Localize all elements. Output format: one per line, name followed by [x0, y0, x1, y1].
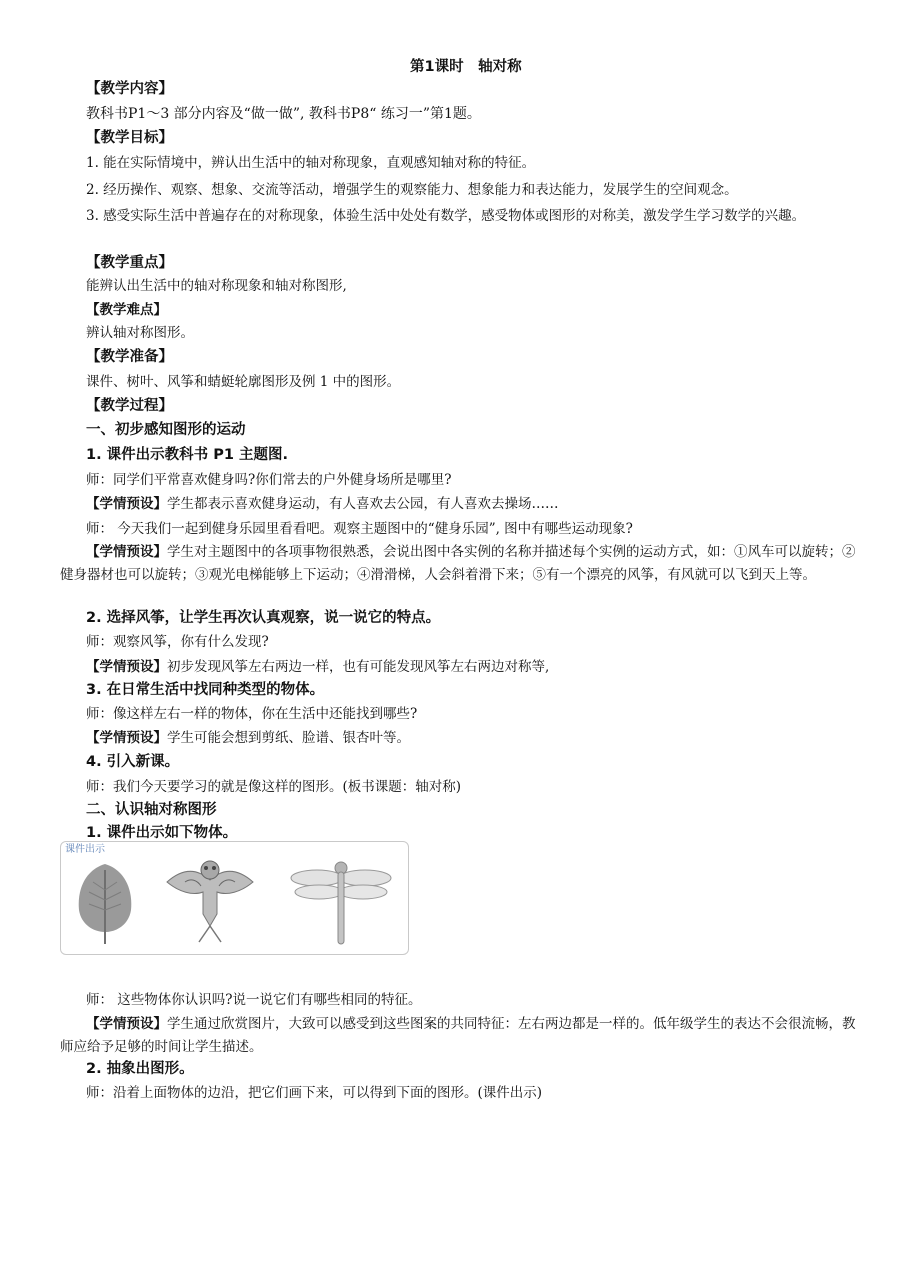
- p1-teacher-line: 师：同学们平常喜欢健身吗?你们常去的户外健身场所是哪里?: [86, 472, 452, 488]
- q1-heading: 1. 课件出示如下物体。: [86, 825, 238, 841]
- figure-panel: [60, 841, 409, 955]
- content-text: 教科书P1～3 部分内容及“做一做”, 教科书P8“ 练习一”第1题。: [86, 106, 481, 122]
- p1-item: 1. 课件出示教科书 P1 主题图.: [86, 447, 288, 463]
- page-title: 第1课时 轴对称: [410, 59, 522, 75]
- preset-label: 【学情预设】: [86, 730, 167, 746]
- preset-text: 学生通过欣赏图片，大致可以感受到这些图案的共同特征：左右两边都是一样的。低年级学生的表达不会很流畅，教师应给予足够的时间让学生描述。: [60, 1016, 856, 1055]
- goal-1: 1. 能在实际情境中，辨认出生活中的轴对称现象，直观感知轴对称的特征。: [86, 155, 536, 171]
- p1-preset: [86, 495, 559, 513]
- part1-heading: 一、初步感知图形的运动: [86, 422, 246, 438]
- prep-heading: 【教学准备】: [86, 349, 173, 365]
- kite-icon: [165, 852, 255, 948]
- q2-teacher-line: 师：沿着上面物体的边沿，把它们画下来，可以得到下面的图形。(课件出示): [86, 1085, 543, 1101]
- p2-teacher-line: 师：观察风筝，你有什么发现?: [86, 634, 269, 650]
- preset-label: 【学情预设】: [86, 544, 167, 560]
- figure-label: 课件出示: [65, 844, 105, 855]
- part2-heading: 二、认识轴对称图形: [86, 802, 217, 818]
- preset-label: 【学情预设】: [86, 1016, 167, 1032]
- p2-heading: 2. 选择风筝，让学生再次认真观察，说一说它的特点。: [86, 610, 441, 626]
- q1-teacher-line: 师： 这些物体你认识吗?说一说它们有哪些相同的特征。: [86, 992, 422, 1008]
- goals-heading: 【教学目标】: [86, 130, 173, 146]
- p1-preset-2: [60, 541, 866, 587]
- key-heading: 【教学重点】: [86, 255, 173, 271]
- p3-teacher-line: 师：像这样左右一样的物体，你在生活中还能找到哪些?: [86, 706, 418, 722]
- preset-text: 学生对主题图中的各项事物很熟悉，会说出图中各实例的名称并描述每个实例的运动方式，如：①风车可以旋转；②健身器材也可以旋转；③观光电梯能够上下运动；④滑滑梯，人会斜着滑下来；⑤有一个漂亮的风筝，有风就可以飞到天上等。: [60, 544, 856, 583]
- p2-preset: [86, 658, 549, 676]
- leaf-icon: [75, 860, 135, 946]
- content-heading: 【教学内容】: [86, 81, 173, 97]
- p4-heading: 4. 引入新课。: [86, 754, 180, 770]
- preset-text: 学生可能会想到剪纸、脸谱、银杏叶等。: [167, 730, 410, 746]
- goal-2: 2. 经历操作、观察、想象、交流等活动，增强学生的观察能力、想象能力和表达能力，发展学生的空间观念。: [86, 182, 738, 198]
- preset-text: 学生都表示喜欢健身运动，有人喜欢去公园，有人喜欢去操场……: [167, 496, 559, 512]
- preset-label: 【学情预设】: [86, 659, 167, 675]
- preset-label: 【学情预设】: [86, 496, 167, 512]
- difficult-heading: 【教学难点】: [86, 302, 167, 318]
- key-text: 能辨认出生活中的轴对称现象和轴对称图形,: [86, 278, 347, 294]
- p1-teacher-line-2: 师： 今天我们一起到健身乐园里看看吧。观察主题图中的“健身乐园”, 图中有哪些运动现象?: [86, 521, 633, 537]
- process-heading: 【教学过程】: [86, 398, 173, 414]
- prep-text: 课件、树叶、风筝和蜻蜓轮廓图形及例 1 中的图形。: [86, 374, 401, 390]
- preset-text: 初步发现风筝左右两边一样，也有可能发现风筝左右两边对称等,: [167, 659, 550, 675]
- p3-heading: 3. 在日常生活中找同种类型的物体。: [86, 682, 325, 698]
- q1-preset: [60, 1013, 866, 1059]
- goal-3: 3. 感受实际生活中普遍存在的对称现象，体验生活中处处有数学，感受物体或图形的对称美，激发学生学习数学的兴趣。: [86, 208, 806, 224]
- p3-preset: [86, 729, 410, 747]
- p4-teacher-line: 师：我们今天要学习的就是像这样的图形。(板书课题：轴对称): [86, 779, 462, 795]
- dragonfly-icon: [289, 854, 393, 948]
- q2-heading: 2. 抽象出图形。: [86, 1061, 194, 1077]
- difficult-text: 辨认轴对称图形。: [86, 325, 194, 341]
